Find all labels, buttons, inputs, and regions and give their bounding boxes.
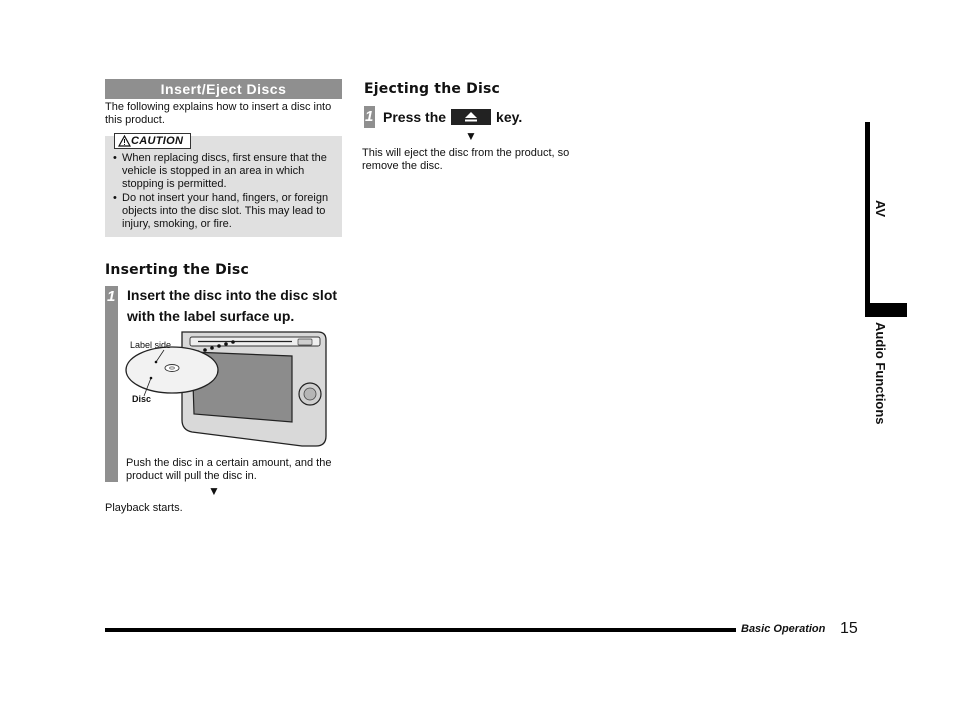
ejecting-heading: Ejecting the Disc	[364, 81, 500, 97]
side-tab-audio-functions: Audio Functions	[873, 322, 888, 425]
step-number: 1	[365, 108, 374, 125]
step-note: Push the disc in a certain amount, and the product will pull the disc in.	[126, 457, 332, 482]
bullet-icon: •	[113, 192, 117, 204]
side-tab-bar	[865, 122, 870, 305]
eject-key	[451, 109, 491, 125]
step-number: 1	[107, 288, 116, 305]
result-text: Playback starts.	[105, 502, 183, 514]
bullet-icon: •	[113, 152, 117, 164]
eject-step-title	[383, 108, 522, 126]
eject-button	[298, 339, 312, 345]
caution-label-text: CAUTION	[131, 135, 184, 147]
step-bar	[364, 106, 375, 128]
label-side-caption: Label side	[130, 340, 172, 350]
inserting-heading: Inserting the Disc	[105, 262, 249, 278]
caution-item: • When replacing discs, first ensure that the vehicle is stopped in an area in which stopping is permitted.	[113, 152, 327, 190]
warning-icon	[118, 135, 131, 147]
intro-text: The following explains how to insert a disc into this product.	[105, 101, 332, 126]
page-number: 15	[840, 620, 858, 637]
caution-list	[113, 152, 341, 232]
disc-insert-illustration	[120, 328, 350, 453]
side-tab-av: AV	[873, 200, 888, 218]
caution-item: • Do not insert your hand, fingers, or foreign objects into the disc slot. This may lead to injury, smoking, or fire.	[113, 192, 329, 230]
press-suffix: key.	[496, 109, 523, 125]
eject-note: This will eject the disc from the product, so remove the disc.	[362, 147, 570, 172]
side-tab-block	[865, 303, 907, 317]
down-arrow-icon: ▼	[208, 484, 220, 498]
eject-icon	[451, 109, 491, 125]
down-arrow-icon: ▼	[465, 129, 477, 143]
caution-label	[114, 133, 191, 149]
footer-rule	[105, 628, 736, 632]
section-banner: Insert/Eject Discs	[105, 79, 342, 99]
footer-title: Basic Operation	[741, 623, 826, 635]
disc-caption: Disc	[132, 394, 152, 404]
step-bar	[105, 286, 118, 482]
press-prefix: Press the	[383, 109, 447, 125]
step-title: Insert the disc into the disc slot with the label surface up.	[127, 287, 338, 324]
